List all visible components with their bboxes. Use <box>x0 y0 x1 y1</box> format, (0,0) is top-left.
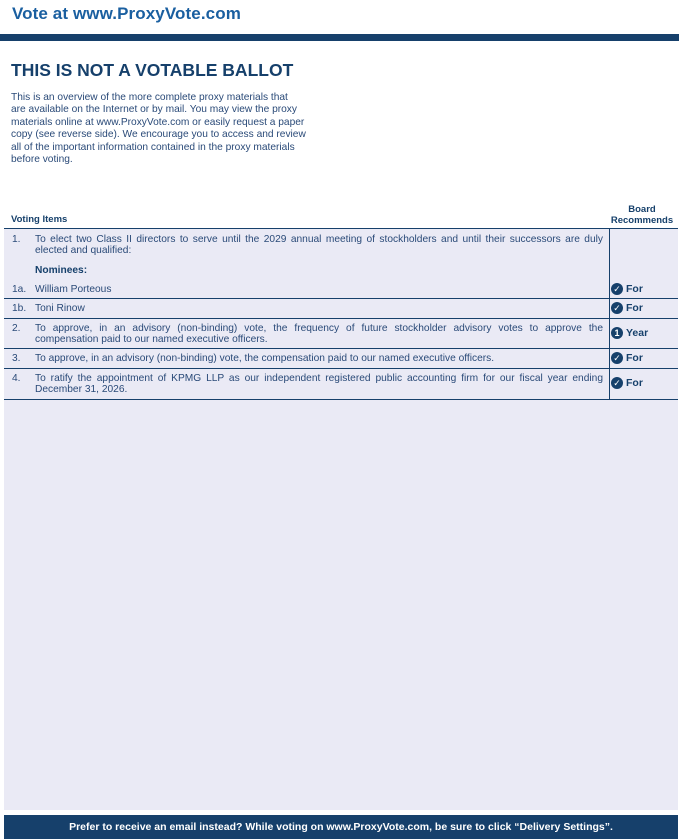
recommendation <box>611 352 643 364</box>
recommendation <box>611 327 648 339</box>
footer-banner: Prefer to receive an email instead? While voting on www.ProxyVote.com, be sure to click “Delivery Settings”. <box>4 815 678 839</box>
intro-line: are available on the Internet or by mail. You may view the proxy <box>11 104 297 116</box>
intro-paragraph <box>11 92 341 166</box>
recommendation-label: For <box>626 283 643 295</box>
voting-items-header: Voting Items <box>11 214 68 225</box>
checkmark-icon: ✓ <box>611 302 623 314</box>
nominee-name: Toni Rinow <box>35 303 85 314</box>
table-row <box>4 229 678 280</box>
recommendation-label: For <box>626 302 643 314</box>
item-text: To approve, in an advisory (non-binding) vote, the frequency of future stockholder advisory votes to approve the compensation paid to our named executive officers. <box>35 323 603 346</box>
table-row <box>4 319 678 349</box>
board-recommends-line: Board <box>628 204 656 215</box>
item-number: 1a. <box>12 284 27 295</box>
proxyvote-title[interactable]: Vote at www.ProxyVote.com <box>12 4 241 23</box>
page-title: THIS IS NOT A VOTABLE BALLOT <box>11 60 294 80</box>
table-row <box>4 349 678 369</box>
voting-items-table <box>4 228 678 810</box>
item-number: 1b. <box>12 303 27 314</box>
recommendation <box>611 377 643 389</box>
item-text: To approve, in an advisory (non-binding) vote, the compensation paid to our named executive officers. <box>35 353 495 364</box>
intro-line: copy (see reverse side). We encourage you to access and review <box>11 129 306 141</box>
recommendation-label: For <box>626 352 643 364</box>
checkmark-icon: ✓ <box>611 377 623 389</box>
nominee-name: William Porteous <box>35 284 112 295</box>
header-rule <box>0 34 679 41</box>
intro-line: This is an overview of the more complete proxy materials that <box>11 92 288 103</box>
intro-line: before voting. <box>11 154 73 166</box>
table-row <box>4 369 678 400</box>
checkmark-icon: ✓ <box>611 352 623 364</box>
nominees-label: Nominees: <box>35 265 88 276</box>
recommendation-label: For <box>626 377 643 389</box>
recommendation-label: Year <box>626 327 649 339</box>
one-year-icon: 1 <box>611 327 623 339</box>
item-number: 3. <box>12 353 21 364</box>
intro-line: all of the important information contained in the proxy materials <box>11 141 295 153</box>
recommendation <box>611 302 643 314</box>
item-text: To ratify the appointment of KPMG LLP as our independent registered public accounting firm for our fiscal year ending December 31, 2026. <box>35 373 603 396</box>
item-number: 1. <box>12 234 21 245</box>
table-row <box>4 299 678 319</box>
item-text: To elect two Class II directors to serve until the 2029 annual meeting of stockholders and until their successors are duly elected and qualified: <box>35 234 603 257</box>
top-header <box>0 0 679 34</box>
board-recommends-line: Recommends <box>610 215 674 226</box>
intro-line: materials online at www.ProxyVote.com or easily request a paper <box>11 116 305 128</box>
item-number: 4. <box>12 373 21 384</box>
recommendation <box>611 283 643 295</box>
table-row <box>4 280 678 299</box>
board-recommends-header <box>606 204 678 226</box>
checkmark-icon: ✓ <box>611 283 623 295</box>
item-number: 2. <box>12 323 21 334</box>
